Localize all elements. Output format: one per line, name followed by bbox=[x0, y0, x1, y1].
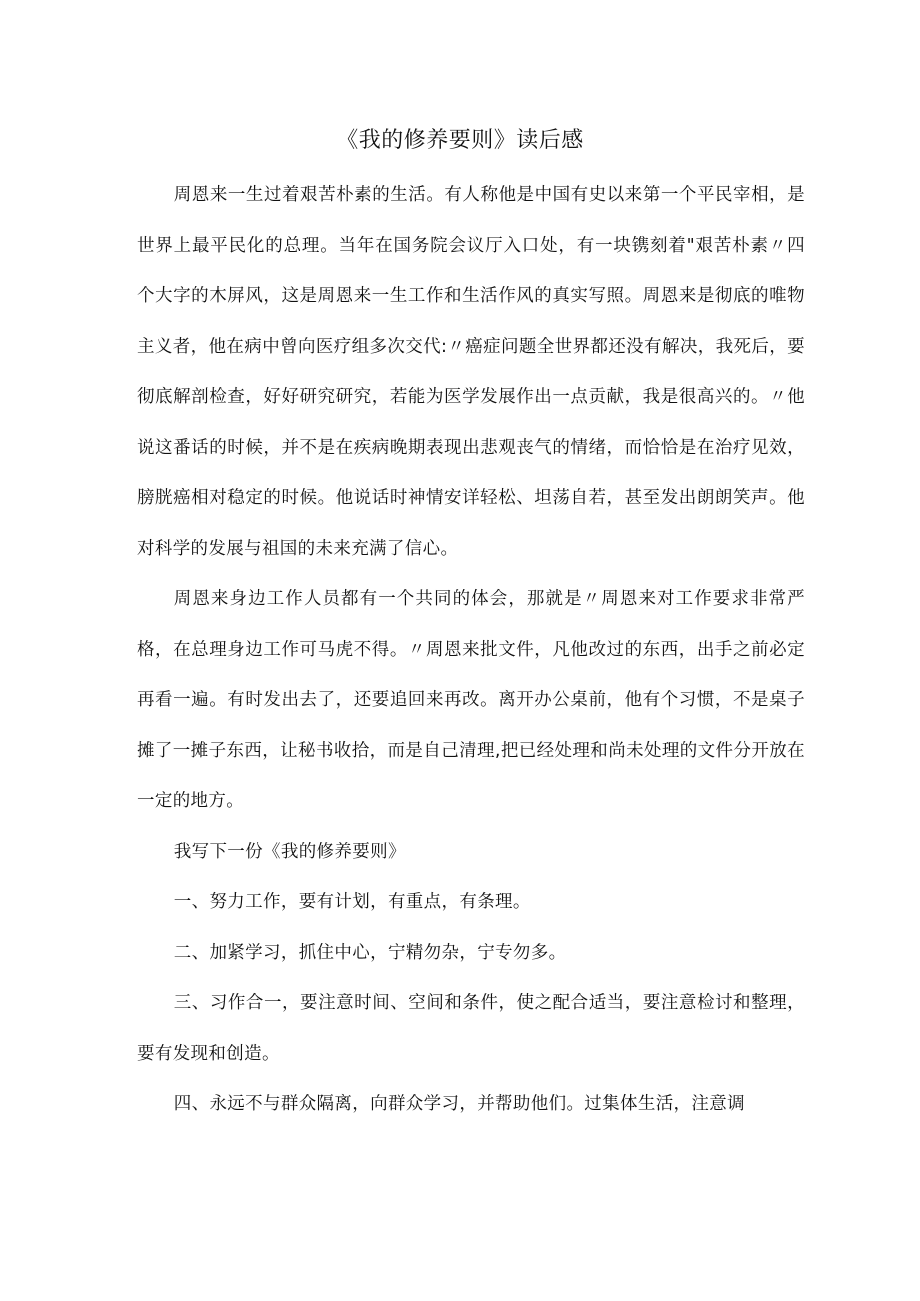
rule-item-4: 四、永远不与群众隔离，向群众学习，并帮助他们。过集体生活，注意调 bbox=[173, 1094, 745, 1114]
document-body bbox=[137, 170, 805, 1130]
document-title: 《我的修养要则》读后感 bbox=[336, 128, 584, 153]
rule-item-2: 二、加紧学习，抓住中心，宁精勿杂，宁专勿多。 bbox=[173, 942, 567, 963]
paragraph-rules-heading: 我写下一份《我的修养要则》 bbox=[173, 841, 406, 862]
rule-item-3: 三、习作合一，要注意时间、空间和条件，使之配合适当，要注意检讨和整理，要有发现和创造。 bbox=[137, 993, 805, 1064]
rule-item-1: 一、努力工作，要有计划，有重点，有条理。 bbox=[173, 892, 531, 912]
paragraph-work-style: 周恩来身边工作人员都有一个共同的体会，那就是〃周恩来对工作要求非常严格，在总理身边工作可马虎不得。〃周恩来批文件，凡他改过的东西，出手之前必定再看一遍。有时发出去了，还要追回来再改。离开办公桌前，他有个习惯，不是桌子摊了一摊子东西，让秘书收拾，而是自己清理,把已经处理和尚未处理的文件分开放在一定的地方。 bbox=[137, 589, 805, 811]
paragraph-intro: 周恩来一生过着艰苦朴素的生活。有人称他是中国有史以来第一个平民宰相，是世界上最平民化的总理。当年在国务院会议厅入口处，有一块镌刻着"艰苦朴素〃四个大字的木屏风，这是周恩来一生工作和生活作风的真实写照。周恩来是彻底的唯物主义者，他在病中曾向医疗组多次交代:〃癌症问题全世界都还没有解决，我死后，要彻底解剖检查，好好研究研究，若能为医学发展作出一点贡献，我是很高兴的。〃他说这番话的时候，并不是在疾病晚期表现出悲观丧气的情绪，而恰恰是在治疗见效，膀胱癌相对稳定的时候。他说话时神情安详轻松、坦荡自若，甚至发出朗朗笑声。他对科学的发展与祖国的未来充满了信心。 bbox=[137, 185, 805, 559]
